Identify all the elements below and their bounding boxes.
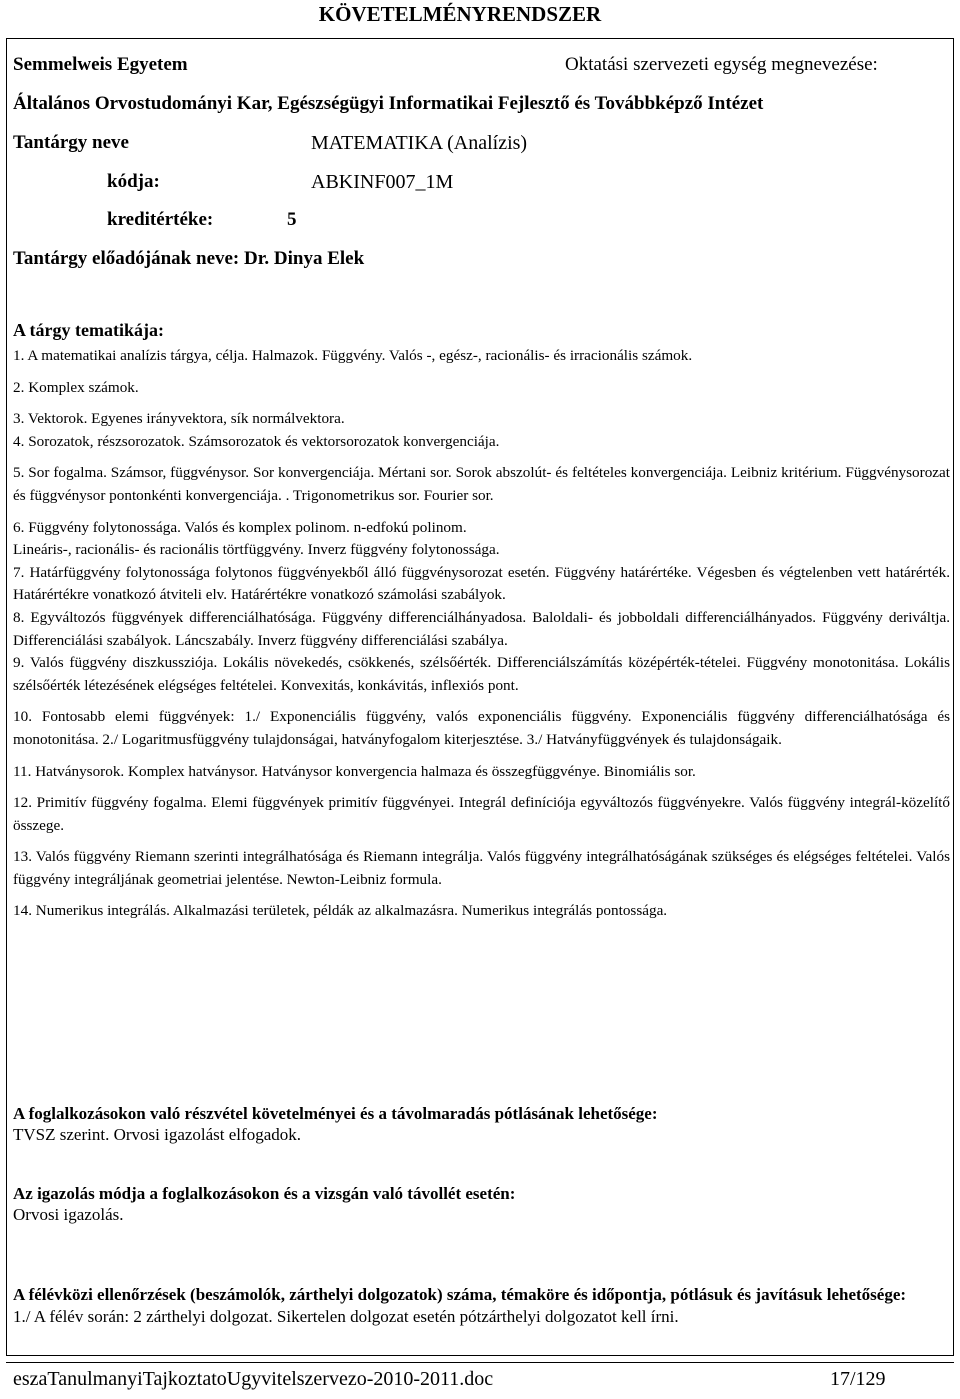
attendance-section (13, 1103, 950, 1146)
document-title: KÖVETELMÉNYRENDSZER (318, 2, 602, 26)
topic-item: 1. A matematikai analízis tárgya, célja. Halmazok. Függvény. Valós -, egész-, racionális- és irracionális számok. (13, 347, 693, 364)
subject-label: Tantárgy neve (13, 132, 129, 153)
topic-item: 12. Primitív függvény fogalma. Elemi függvények primitív függvényei. Integrál definíciója egyváltozós függvényekre. Valós függvény integrál-közelítő összege. (13, 794, 950, 834)
topic-item: 3. Vektorok. Egyenes irányvektora, sík normálvektora. (13, 410, 345, 428)
footer-filename: eszaTanulmanyiTajkoztatoUgyvitelszervezo-2010-2011.doc (13, 1368, 494, 1390)
lecturer-line: Tantárgy előadójának neve: Dr. Dinya Elek (13, 248, 365, 269)
topic-item: 13. Valós függvény Riemann szerinti integrálhatósága és Riemann integrálja. Valós függvény integrálhatóságának szükséges és elégséges feltételei. Valós függvény integráljának geometriai jelentése. Newton-Leibniz formula. (13, 848, 950, 888)
subject-value: MATEMATIKA (Analízis) (311, 132, 528, 154)
credit-label: kreditértéke: (107, 209, 214, 230)
topic-item: 6. Függvény folytonossága. Valós és komplex polinom. n-edfokú polinom. (13, 518, 467, 536)
justification-section (13, 1183, 950, 1226)
credit-value: 5 (287, 209, 297, 230)
topic-item: 5. Sor fogalma. Számsor, függvénysor. Sor konvergenciája. Mértani sor. Sorok abszolút- és feltételes konvergenciája. Leibniz kritérium. Függvénysorozat és függvénysor pontonkénti konvergenciája. . Trigonometrikus sor. Fourier sor. (13, 464, 950, 504)
topics-heading: A tárgy tematikája: (13, 320, 164, 340)
page-number: 17/129 (830, 1368, 886, 1390)
org-unit-label: Oktatási szervezeti egység megnevezése: (565, 54, 878, 75)
midterm-value: 1./ A félév során: 2 zárthelyi dolgozat. Sikertelen dolgozat esetén pótzárthelyi dolgozatot kell írni. (13, 1307, 679, 1326)
attendance-value: TVSZ szerint. Orvosi igazolást elfogadok. (13, 1125, 301, 1144)
justification-heading: Az igazolás módja a foglalkozásokon és a vizsgán való távollét esetén: (13, 1184, 516, 1203)
topic-item: 2. Komplex számok. (13, 378, 139, 396)
topic-item: 10. Fontosabb elemi függvények: 1./ Exponenciális függvény, valós exponenciális függvény. Exponenciális függvény differenciálhatósága és monotonitása. 2./ Logaritmusfüggvény tulajdonságai, hatványfogalom kiterjesztése. 3./ Hatványfüggvények és tulajdonságaik. (13, 708, 950, 748)
topic-item: Lineáris-, racionális- és racionális törtfüggvény. Inverz függvény folytonossága. (13, 541, 500, 559)
university-name: Semmelweis Egyetem (13, 54, 188, 75)
topics-list (13, 345, 950, 932)
faculty-name: Általános Orvostudományi Kar, Egészségügyi Informatikai Fejlesztő és Továbbképző Intézet (13, 93, 764, 114)
topic-item: 8. Egyváltozós függvények differenciálhatósága. Függvény differenciálhányadosa. Baloldali- és jobboldali differenciálhányados. Függvény deriváltja. Differenciálási szabályok. Láncszabály. Inverz függvény differenciálási szabálya. (13, 608, 950, 649)
code-label: kódja: (107, 171, 160, 192)
attendance-heading: A foglalkozásokon való részvétel követelményei és a távolmaradás pótlásának lehetősége: (13, 1104, 658, 1123)
justification-value: Orvosi igazolás. (13, 1205, 124, 1224)
topic-item: 11. Hatványsorok. Komplex hatványsor. Hatványsor konvergencia halmaza és összegfüggvénye. Binomiális sor. (13, 762, 696, 780)
topic-item: 7. Határfüggvény folytonossága folytonos függvényekből álló függvénysorozat esetén. Függvény határértéke. Végesben és végtelenben vett határérték. Határértékre vonatkozó átviteli elv. Határértékre vonatkozó számolási szabályok. (13, 563, 950, 604)
topic-item: 14. Numerikus integrálás. Alkalmazási területek, példák az alkalmazásra. Numerikus integrálás pontossága. (13, 902, 668, 920)
topic-item: 4. Sorozatok, részsorozatok. Számsorozatok és vektorsorozatok konvergenciája. (13, 432, 500, 450)
midterm-heading: A félévközi ellenőrzések (beszámolók, zárthelyi dolgozatok) száma, témaköre és időpontja, pótlásuk és javításuk lehetősége: (13, 1285, 907, 1304)
code-value: ABKINF007_1M (311, 171, 454, 193)
footer-divider (6, 1362, 954, 1363)
midterm-section (13, 1283, 950, 1328)
topic-item: 9. Valós függvény diszkussziója. Lokális növekedés, csökkenés, szélsőérték. Differenciálszámítás középérték-tételei. Függvény monotonitása. Lokális szélsőérték létezésének elégséges feltételei. Konvexitás, konkávitás, inflexiós pont. (13, 654, 950, 694)
